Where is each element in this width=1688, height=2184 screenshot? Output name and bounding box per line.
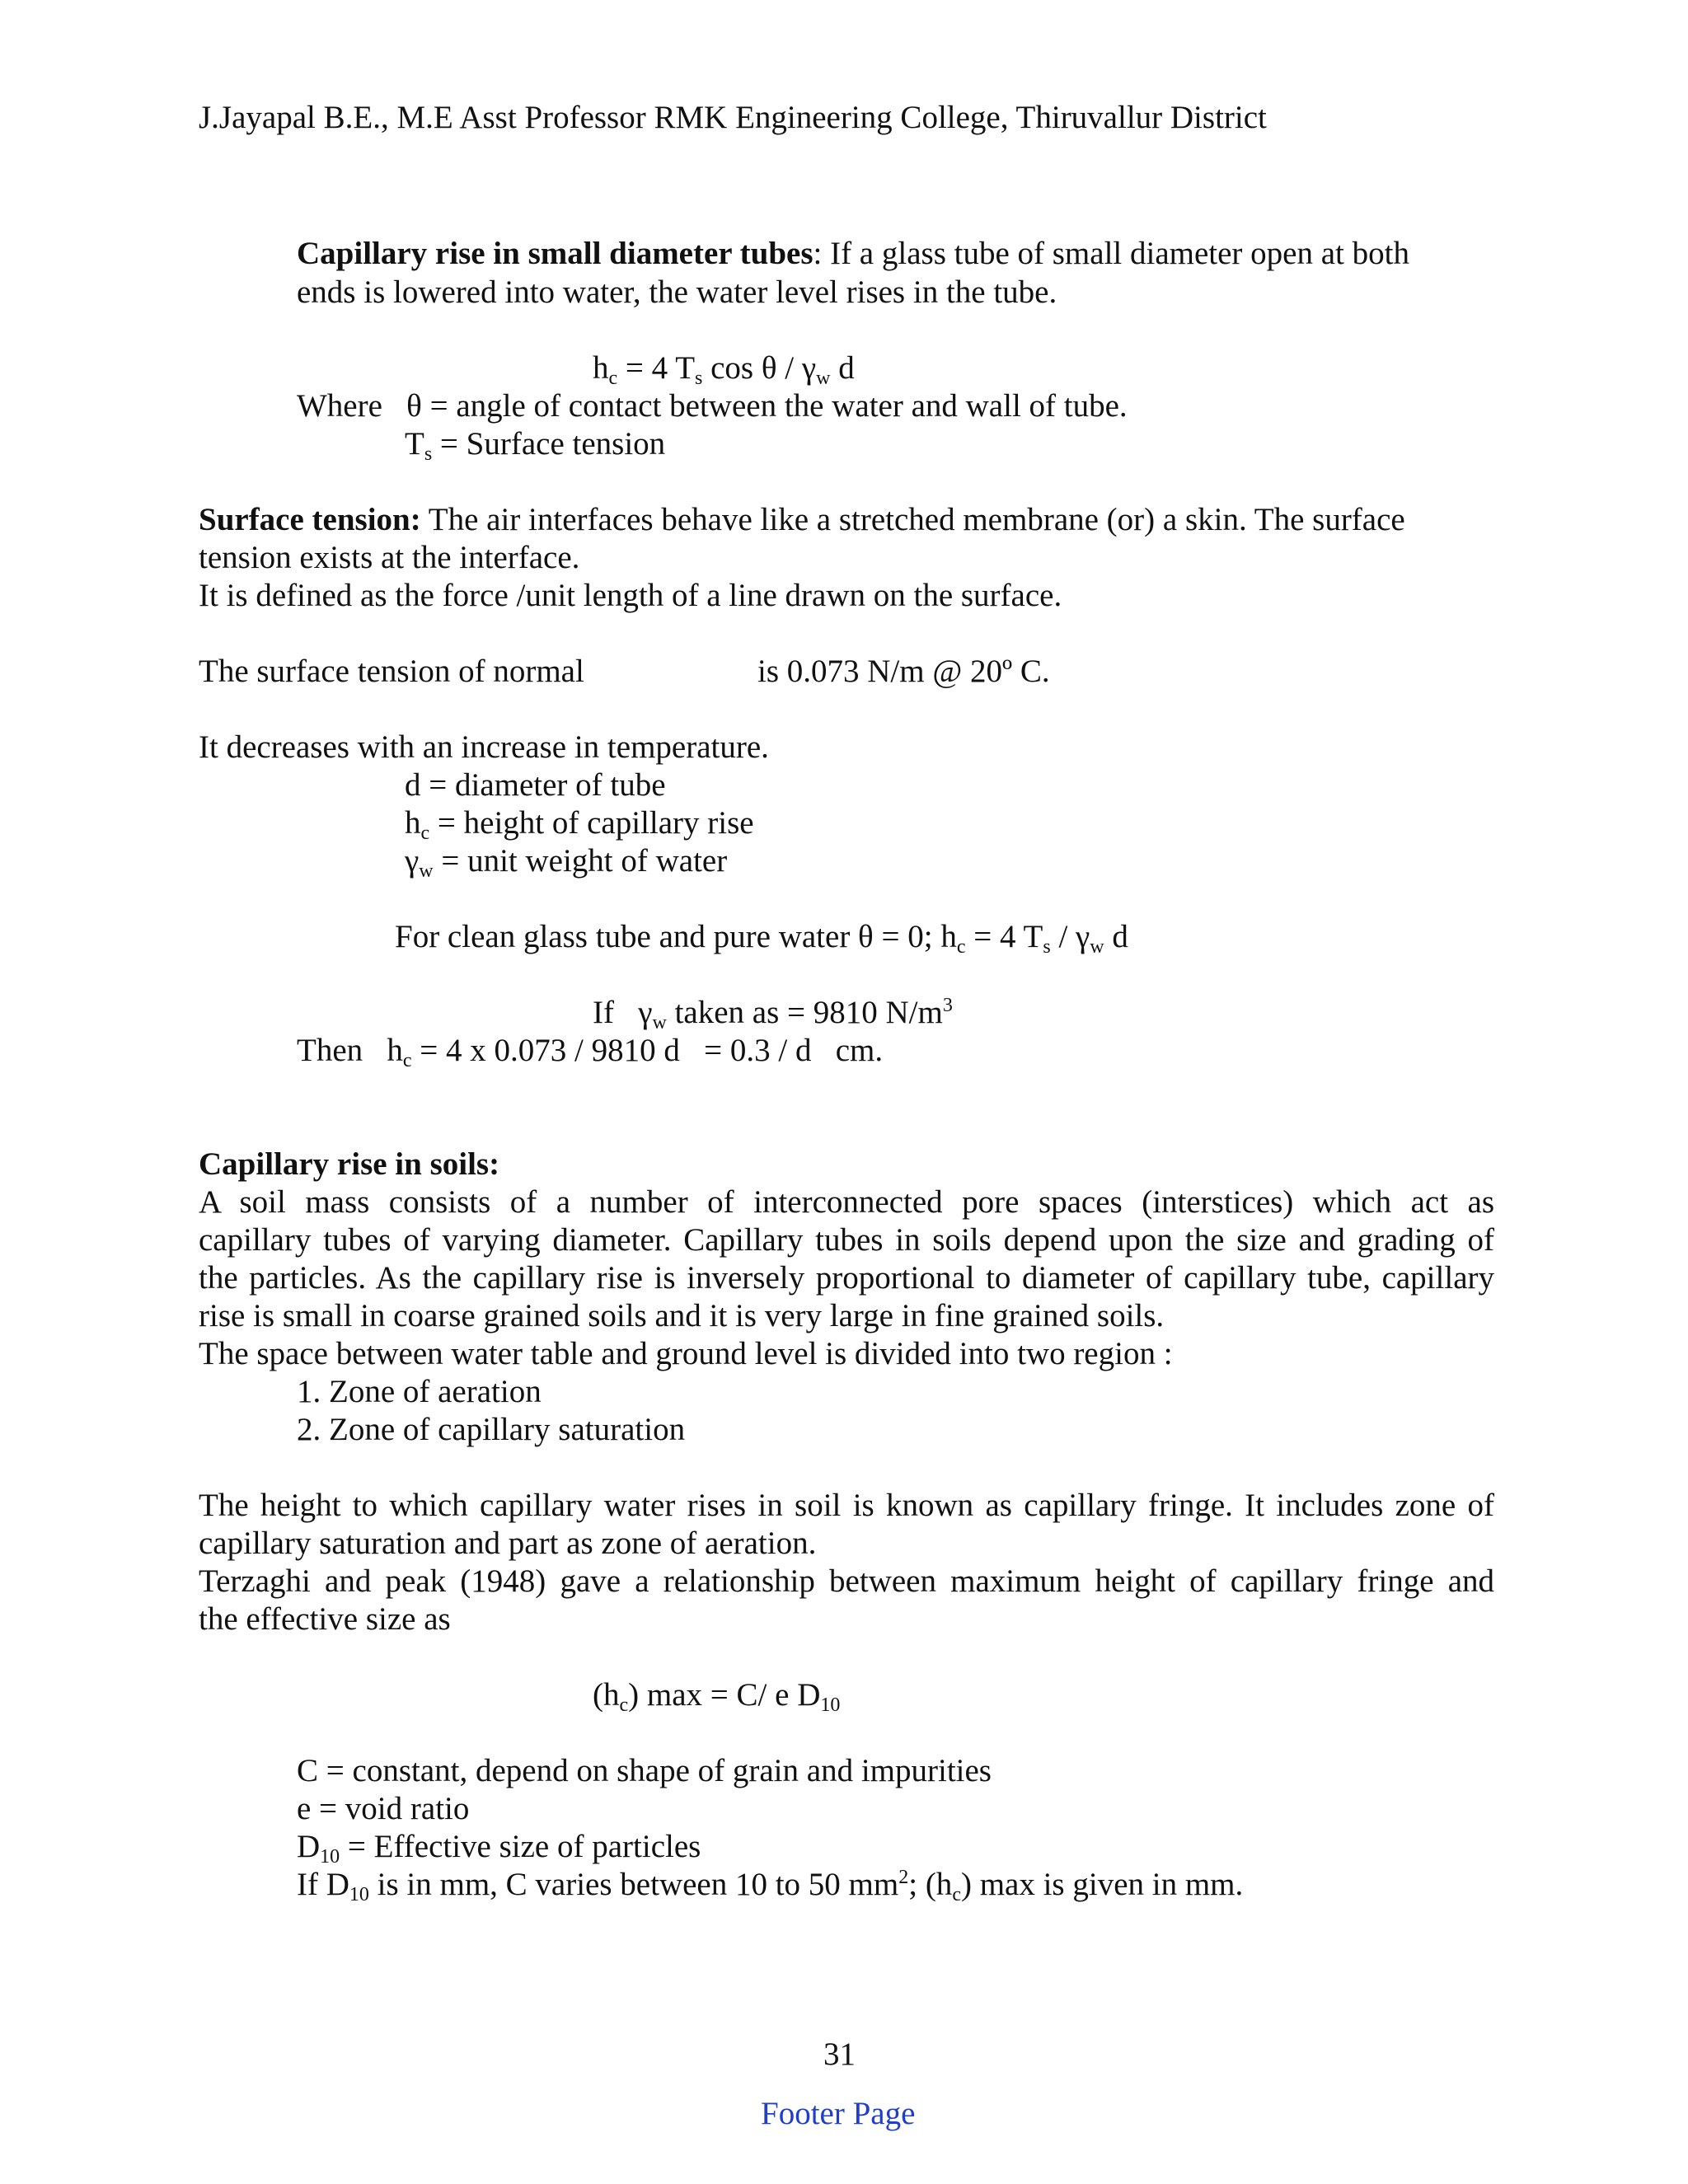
hc-definition: $h_c$ = height of capillary rise — [405, 805, 754, 844]
clean-glass-formula: For clean glass tube and pure water θ = 0; $h_c = 4$ $T_s / \gamma_w$ d — [395, 919, 1128, 958]
soils-heading: Capillary rise in soils: — [199, 1146, 500, 1182]
surface-tension-line-3: It is defined as the force /unit length of a line drawn on the surface. — [199, 578, 1062, 613]
gamma-w-definition: $\gamma_w$ = unit weight of water — [405, 843, 728, 882]
tubes-intro-line-1: Capillary rise in small diameter tubes: If a glass tube of small diameter open at both — [297, 236, 1409, 271]
gamma-w-value: If $\gamma_w$ taken as = 9810 $N/m^3$ — [593, 995, 953, 1033]
surface-tension-normal-label: The surface tension of normal — [199, 654, 584, 689]
max-capillary-formula: $(h_c) \max = C/$ e $D_{10}$ — [593, 1677, 841, 1716]
page-number: 31 — [823, 2036, 856, 2072]
terzaghi-paragraph-line: the effective size as — [199, 1601, 451, 1637]
tubes-heading: Capillary rise in small diameter tubes — [297, 236, 814, 271]
soils-paragraph-line: the particles. As the capillary rise is inversely proportional to diameter of capillary tube, capillary — [199, 1260, 1494, 1296]
two-region-statement: The space between water table and ground level is divided into two region : — [199, 1336, 1173, 1371]
soils-paragraph-line: capillary tubes of varying diameter. Capillary tubes in soils depend upon the size and grading of — [199, 1222, 1494, 1258]
c-definition: C = constant, depend on shape of grain and impurities — [297, 1753, 992, 1788]
fringe-paragraph-line: capillary saturation and part as zone of aeration. — [199, 1526, 817, 1561]
tubes-intro-line-2: ends is lowered into water, the water level rises in the tube. — [297, 274, 1057, 310]
surface-tension-normal-value: is 0.073 N/m @ 20º C. — [757, 654, 1050, 689]
surface-tension-line-1: Surface tension: The air interfaces behave like a stretched membrane (or) a skin. The surface — [199, 502, 1405, 537]
surface-tension-heading: Surface tension: — [199, 502, 421, 537]
terzaghi-paragraph-line: Terzaghi and peak (1948) gave a relationship between maximum height of capillary fringe and — [199, 1563, 1494, 1599]
soils-paragraph-line: A soil mass consists of a number of interconnected pore spaces (interstices) which act as — [199, 1184, 1494, 1220]
footer-page-link[interactable]: Footer Page — [761, 2096, 916, 2131]
fringe-paragraph-line: The height to which capillary water rises in soil is known as capillary fringe. It includes zone of — [199, 1488, 1494, 1523]
hc-result: Then $h_c = 4$ x 0.073 / 9810 d = 0.3 / d cm. — [297, 1033, 884, 1071]
e-definition: e = void ratio — [297, 1791, 470, 1826]
list-item: 1. Zone of aeration — [297, 1374, 542, 1409]
ts-definition: $T_s$ = Surface tension — [405, 426, 666, 465]
d10-units-note: If $D_{10}$ is in mm, C varies between 10 to 50 $mm^2$; $(h_c)$ max is given in mm. — [297, 1867, 1244, 1905]
where-theta-definition: Where θ = angle of contact between the water and wall of tube. — [297, 388, 1128, 424]
soils-paragraph-line: rise is small in coarse grained soils and it is very large in fine grained soils. — [199, 1298, 1165, 1333]
surface-tension-line-2: tension exists at the interface. — [199, 540, 580, 575]
capillary-rise-formula: $h_c = 4$ $T_s$ cos θ / $\gamma_w$ d — [593, 350, 855, 389]
temperature-note: It decreases with an increase in temperature. — [199, 729, 769, 765]
page-header: J.Jayapal B.E., M.E Asst Professor RMK Engineering College, Thiruvallur District — [199, 100, 1267, 135]
d-definition: d = diameter of tube — [405, 767, 666, 803]
list-item: 2. Zone of capillary saturation — [297, 1412, 686, 1447]
d10-definition: $D_{10}$ = Effective size of particles — [297, 1829, 701, 1868]
